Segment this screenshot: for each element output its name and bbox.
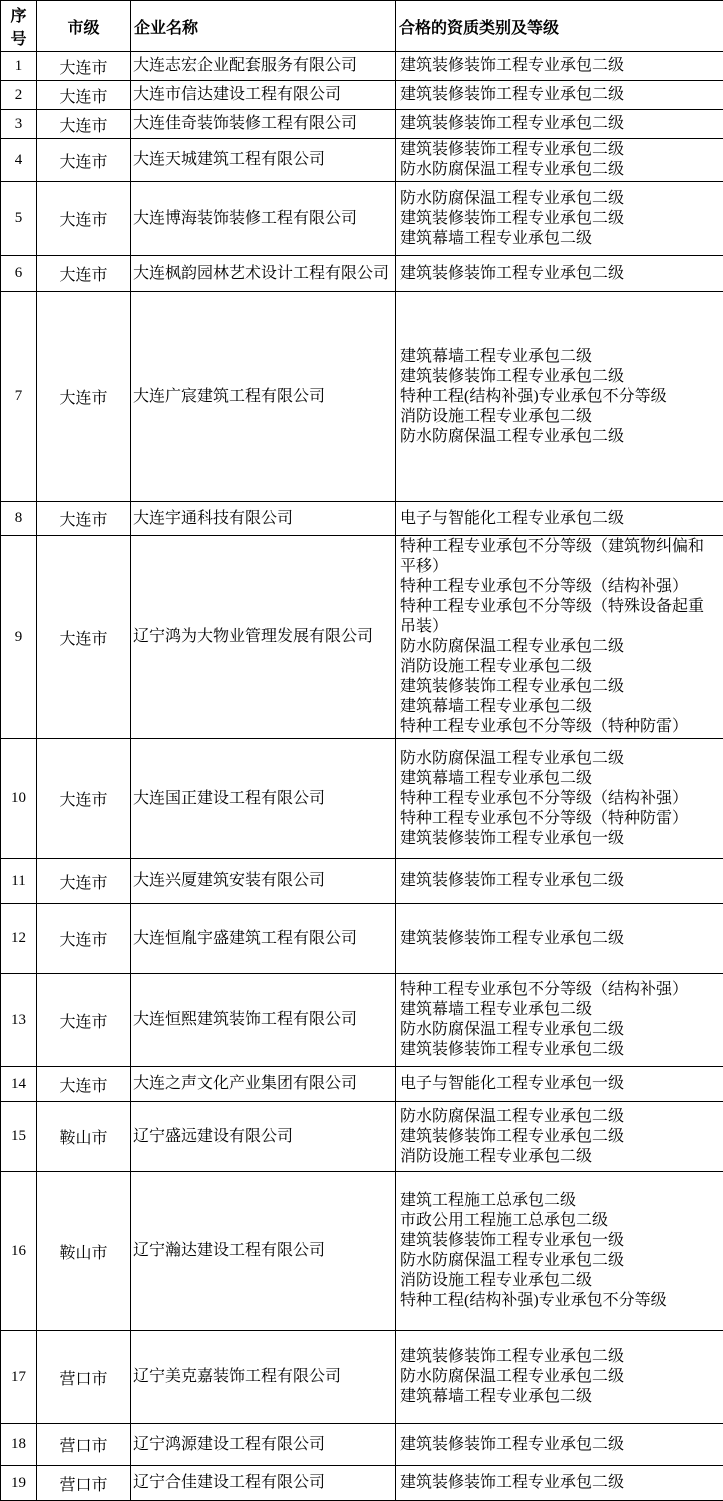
qualification-line: 建筑装修装饰工程专业承包二级 (400, 114, 719, 134)
qualification-line: 特种工程专业承包不分等级（结构补强） (400, 980, 719, 1000)
city-cell: 大连市 (37, 110, 131, 139)
city-cell: 大连市 (37, 81, 131, 110)
city-cell: 大连市 (37, 974, 131, 1067)
qualification-line: 建筑装修装饰工程专业承包二级 (400, 140, 719, 160)
qualification-line: 建筑幕墙工程专业承包二级 (400, 769, 719, 789)
company-name-cell: 大连国正建设工程有限公司 (131, 739, 396, 859)
city-cell: 大连市 (37, 1067, 131, 1102)
qualifications-cell (396, 739, 723, 859)
qualification-line: 建筑装修装饰工程专业承包二级 (400, 85, 719, 105)
qualification-line: 电子与智能化工程专业承包一级 (400, 1074, 719, 1094)
qualifications-cell (396, 1067, 723, 1102)
company-name-cell: 大连兴厦建筑安装有限公司 (131, 859, 396, 904)
row-number: 6 (1, 256, 37, 292)
qualification-line: 消防设施工程专业承包二级 (400, 657, 719, 677)
qualification-line: 建筑装修装饰工程专业承包二级 (400, 56, 719, 76)
qualification-line: 特种工程(结构补强)专业承包不分等级 (400, 1291, 719, 1311)
table-row (1, 859, 723, 904)
company-name-cell: 辽宁合佳建设工程有限公司 (131, 1466, 396, 1501)
qualifications-cell (396, 1466, 723, 1501)
company-name-cell: 辽宁鸿源建设工程有限公司 (131, 1424, 396, 1466)
row-number: 17 (1, 1331, 37, 1424)
company-name-cell: 大连市信达建设工程有限公司 (131, 81, 396, 110)
row-number: 5 (1, 182, 37, 256)
company-name-cell: 大连志宏企业配套服务有限公司 (131, 52, 396, 81)
qualification-line: 建筑装修装饰工程专业承包二级 (400, 1347, 719, 1367)
qualification-line: 防水防腐保温工程专业承包二级 (400, 160, 719, 180)
city-cell: 鞍山市 (37, 1172, 131, 1331)
city-cell: 鞍山市 (37, 1102, 131, 1172)
city-cell: 大连市 (37, 739, 131, 859)
row-number: 11 (1, 859, 37, 904)
table-row (1, 256, 723, 292)
qualification-line: 特种工程(结构补强)专业承包不分等级 (400, 387, 719, 407)
qualification-line: 建筑装修装饰工程专业承包二级 (400, 1473, 719, 1493)
table-row (1, 739, 723, 859)
row-number: 18 (1, 1424, 37, 1466)
qualification-line: 防水防腐保温工程专业承包二级 (400, 189, 719, 209)
city-cell: 大连市 (37, 139, 131, 182)
city-cell: 大连市 (37, 52, 131, 81)
qualification-line: 特种工程专业承包不分等级（结构补强） (400, 789, 719, 809)
company-name-cell: 大连恒胤宇盛建筑工程有限公司 (131, 904, 396, 974)
qualification-line: 建筑装修装饰工程专业承包二级 (400, 367, 719, 387)
row-number: 12 (1, 904, 37, 974)
qualifications-cell (396, 1172, 723, 1331)
table-body (1, 52, 723, 1501)
qualifications-cell (396, 256, 723, 292)
header-qualifications: 合格的资质类别及等级 (396, 1, 723, 52)
table-row (1, 1331, 723, 1424)
qualification-line: 建筑装修装饰工程专业承包二级 (400, 209, 719, 229)
table-row (1, 904, 723, 974)
qualification-line: 防水防腐保温工程专业承包二级 (400, 637, 719, 657)
company-name-cell: 大连博海装饰装修工程有限公司 (131, 182, 396, 256)
qualifications-cell (396, 292, 723, 502)
header-no: 序号 (1, 1, 37, 52)
city-cell: 营口市 (37, 1424, 131, 1466)
qualification-line: 电子与智能化工程专业承包二级 (400, 509, 719, 529)
table-row (1, 182, 723, 256)
row-number: 19 (1, 1466, 37, 1501)
qualifications-cell (396, 182, 723, 256)
table-row (1, 81, 723, 110)
qualification-line: 建筑幕墙工程专业承包二级 (400, 1000, 719, 1020)
row-number: 3 (1, 110, 37, 139)
table-row (1, 502, 723, 536)
qualification-line: 防水防腐保温工程专业承包二级 (400, 427, 719, 447)
qualification-line: 建筑装修装饰工程专业承包一级 (400, 829, 719, 849)
company-name-cell: 大连恒熙建筑装饰工程有限公司 (131, 974, 396, 1067)
company-name-cell: 大连广宸建筑工程有限公司 (131, 292, 396, 502)
qualifications-cell (396, 1102, 723, 1172)
row-number: 7 (1, 292, 37, 502)
qualifications-cell (396, 81, 723, 110)
header-row (1, 1, 723, 52)
city-cell: 大连市 (37, 182, 131, 256)
city-cell: 大连市 (37, 502, 131, 536)
qualification-line: 建筑装修装饰工程专业承包二级 (400, 677, 719, 697)
city-cell: 营口市 (37, 1466, 131, 1501)
qualification-line: 建筑幕墙工程专业承包二级 (400, 697, 719, 717)
table-row (1, 1424, 723, 1466)
company-name-cell: 大连天城建筑工程有限公司 (131, 139, 396, 182)
qualification-line: 特种工程专业承包不分等级（特种防雷） (400, 809, 719, 829)
table-row (1, 1466, 723, 1501)
qualification-line: 建筑装修装饰工程专业承包二级 (400, 264, 719, 284)
qualifications-cell (396, 904, 723, 974)
qualification-line: 防水防腐保温工程专业承包二级 (400, 1020, 719, 1040)
table-row (1, 110, 723, 139)
qualification-line: 防水防腐保温工程专业承包二级 (400, 1367, 719, 1387)
city-cell: 大连市 (37, 256, 131, 292)
qualification-line: 建筑装修装饰工程专业承包二级 (400, 871, 719, 891)
row-number: 1 (1, 52, 37, 81)
qualification-line: 建筑装修装饰工程专业承包二级 (400, 1040, 719, 1060)
row-number: 10 (1, 739, 37, 859)
qualification-line: 防水防腐保温工程专业承包二级 (400, 749, 719, 769)
qualification-line: 市政公用工程施工总承包二级 (400, 1211, 719, 1231)
qualifications-cell (396, 52, 723, 81)
qualifications-cell (396, 1424, 723, 1466)
table-row (1, 139, 723, 182)
qualification-line: 防水防腐保温工程专业承包二级 (400, 1107, 719, 1127)
qualification-line: 消防设施工程专业承包二级 (400, 1271, 719, 1291)
qualification-line: 建筑装修装饰工程专业承包二级 (400, 1127, 719, 1147)
qualifications-cell (396, 536, 723, 739)
company-name-cell: 辽宁美克嘉装饰工程有限公司 (131, 1331, 396, 1424)
qualification-line: 建筑工程施工总承包二级 (400, 1191, 719, 1211)
table-row (1, 1067, 723, 1102)
table-header (1, 1, 723, 52)
table-row (1, 1172, 723, 1331)
city-cell: 大连市 (37, 292, 131, 502)
table-row (1, 536, 723, 739)
company-name-cell: 辽宁鸿为大物业管理发展有限公司 (131, 536, 396, 739)
qualifications-cell (396, 859, 723, 904)
table-row (1, 52, 723, 81)
qualification-line: 特种工程专业承包不分等级（结构补强） (400, 577, 719, 597)
company-name-cell: 大连枫韵园林艺术设计工程有限公司 (131, 256, 396, 292)
row-number: 14 (1, 1067, 37, 1102)
qualification-line: 建筑装修装饰工程专业承包二级 (400, 1435, 719, 1455)
row-number: 9 (1, 536, 37, 739)
qualifications-cell (396, 139, 723, 182)
qualification-line: 消防设施工程专业承包二级 (400, 1147, 719, 1167)
company-name-cell: 辽宁盛远建设有限公司 (131, 1102, 396, 1172)
qualification-line: 建筑幕墙工程专业承包二级 (400, 229, 719, 249)
row-number: 16 (1, 1172, 37, 1331)
table-row (1, 292, 723, 502)
qualification-line: 特种工程专业承包不分等级（特殊设备起重吊装） (400, 597, 719, 637)
city-cell: 大连市 (37, 859, 131, 904)
qualification-line: 特种工程专业承包不分等级（建筑物纠偏和平移） (400, 537, 719, 577)
company-name-cell: 大连佳奇装饰装修工程有限公司 (131, 110, 396, 139)
qualifications-cell (396, 502, 723, 536)
qualification-line: 建筑幕墙工程专业承包二级 (400, 347, 719, 367)
table-row (1, 1102, 723, 1172)
qualification-line: 特种工程专业承包不分等级（特种防雷） (400, 717, 719, 737)
table-row (1, 974, 723, 1067)
row-number: 8 (1, 502, 37, 536)
qualification-line: 建筑装修装饰工程专业承包一级 (400, 1231, 719, 1251)
company-name-cell: 辽宁瀚达建设工程有限公司 (131, 1172, 396, 1331)
row-number: 15 (1, 1102, 37, 1172)
company-name-cell: 大连宇通科技有限公司 (131, 502, 396, 536)
qualifications-cell (396, 1331, 723, 1424)
qualifications-cell (396, 974, 723, 1067)
city-cell: 大连市 (37, 536, 131, 739)
qualification-line: 防水防腐保温工程专业承包二级 (400, 1251, 719, 1271)
city-cell: 营口市 (37, 1331, 131, 1424)
header-company: 企业名称 (131, 1, 396, 52)
row-number: 13 (1, 974, 37, 1067)
company-name-cell: 大连之声文化产业集团有限公司 (131, 1067, 396, 1102)
row-number: 2 (1, 81, 37, 110)
qualification-line: 建筑装修装饰工程专业承包二级 (400, 929, 719, 949)
header-city: 市级 (37, 1, 131, 52)
qualifications-cell (396, 110, 723, 139)
row-number: 4 (1, 139, 37, 182)
city-cell: 大连市 (37, 904, 131, 974)
qualification-line: 消防设施工程专业承包二级 (400, 407, 719, 427)
qualification-line: 建筑幕墙工程专业承包二级 (400, 1387, 719, 1407)
